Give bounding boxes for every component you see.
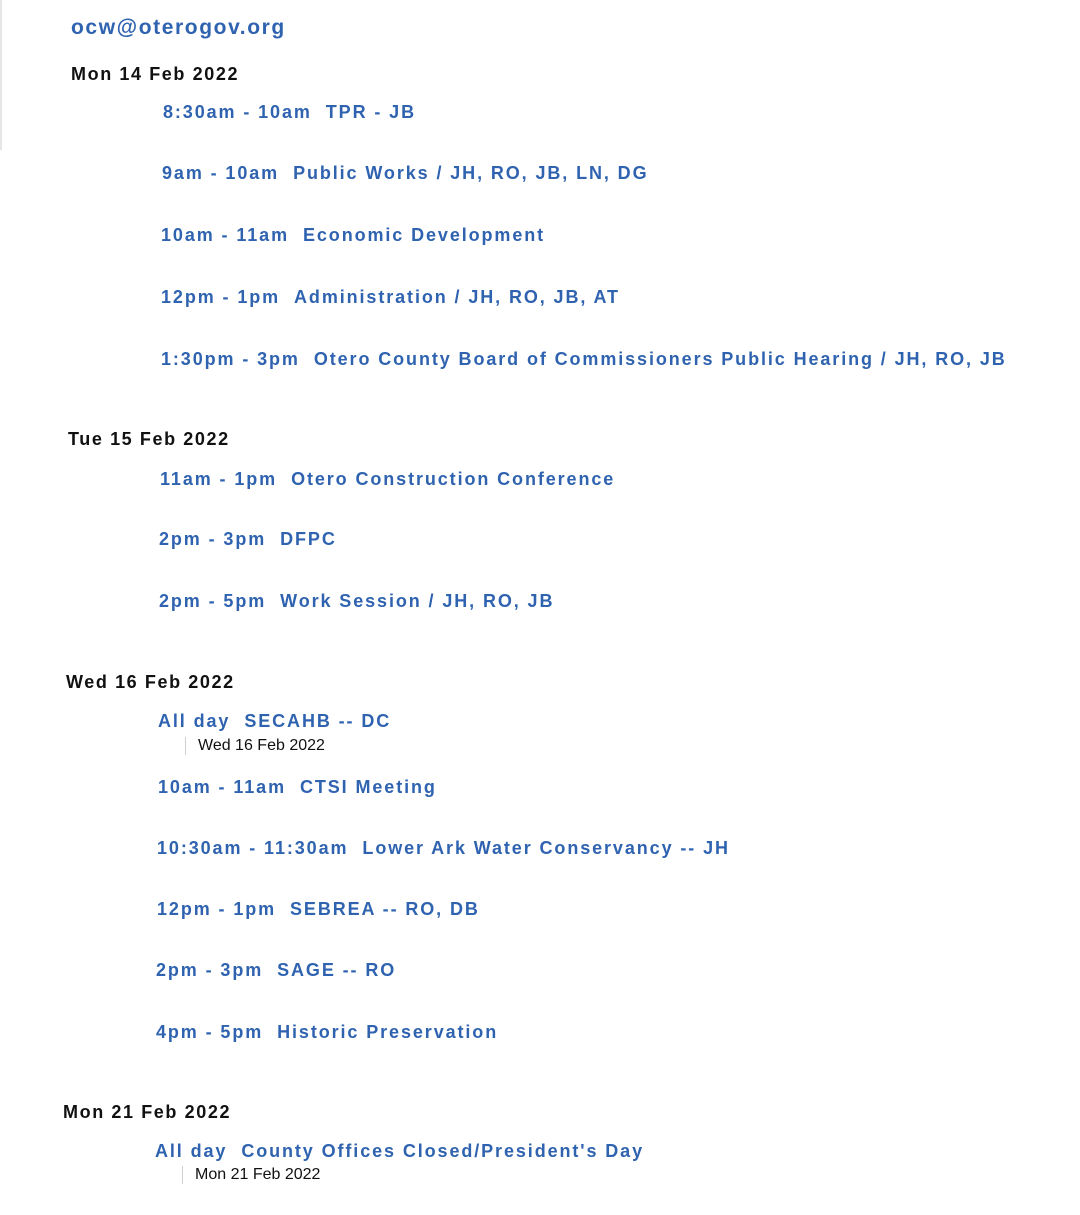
event-title: DFPC <box>280 529 337 549</box>
event-title: SECAHB -- DC <box>244 711 392 731</box>
event-title: Administration / JH, RO, JB, AT <box>294 287 620 307</box>
event-date: Mon 21 Feb 2022 <box>182 1166 320 1184</box>
calendar-event[interactable] <box>160 469 615 490</box>
event-time: All day <box>155 1141 228 1161</box>
event-date: Wed 16 Feb 2022 <box>185 737 325 755</box>
calendar-event[interactable] <box>158 711 391 732</box>
calendar-event[interactable] <box>157 838 730 859</box>
event-time: 4pm - 5pm <box>156 1022 264 1042</box>
day-heading: Mon 14 Feb 2022 <box>71 64 240 84</box>
page-edge <box>0 0 2 150</box>
event-time: All day <box>158 711 231 731</box>
day-heading: Wed 16 Feb 2022 <box>66 672 235 692</box>
event-time: 9am - 10am <box>162 163 280 183</box>
calendar-event[interactable] <box>163 102 416 123</box>
calendar-event[interactable] <box>159 591 554 612</box>
event-title: Public Works / JH, RO, JB, LN, DG <box>293 163 649 183</box>
event-time: 11am - 1pm <box>160 469 278 489</box>
event-title: Historic Preservation <box>277 1022 499 1042</box>
calendar-event[interactable] <box>161 287 620 308</box>
day-heading: Mon 21 Feb 2022 <box>63 1102 232 1122</box>
calendar-event[interactable] <box>155 1141 644 1162</box>
event-time: 2pm - 3pm <box>156 960 264 980</box>
event-time: 2pm - 3pm <box>159 529 267 549</box>
calendar-event[interactable] <box>161 349 1007 370</box>
calendar-event[interactable] <box>156 960 396 981</box>
calendar-event[interactable] <box>159 529 337 550</box>
calendar-event[interactable] <box>158 777 437 798</box>
event-title: Economic Development <box>302 225 546 245</box>
day-heading: Tue 15 Feb 2022 <box>68 429 230 449</box>
event-title: Otero Construction Conference <box>291 469 616 489</box>
event-time: 1:30pm - 3pm <box>161 349 300 369</box>
event-title: Otero County Board of Commissioners Public Hearing / JH, RO, JB <box>313 349 1007 369</box>
event-time: 10am - 11am <box>161 225 289 245</box>
contact-email[interactable]: ocw@oterogov.org <box>71 16 286 39</box>
event-title: CTSI Meeting <box>299 777 437 797</box>
event-time: 10am - 11am <box>158 777 286 797</box>
event-time: 12pm - 1pm <box>157 899 277 919</box>
event-time: 12pm - 1pm <box>161 287 281 307</box>
calendar-event[interactable] <box>157 899 480 920</box>
event-title: TPR - JB <box>325 102 416 122</box>
calendar-event[interactable] <box>162 163 648 184</box>
event-title: SEBREA -- RO, DB <box>290 899 480 919</box>
calendar-event[interactable] <box>161 225 545 246</box>
event-title: SAGE -- RO <box>277 960 397 980</box>
event-title: Lower Ark Water Conservancy -- JH <box>362 838 730 858</box>
event-time: 10:30am - 11:30am <box>157 838 349 858</box>
event-time: 8:30am - 10am <box>163 102 312 122</box>
calendar-event[interactable] <box>156 1022 498 1043</box>
event-time: 2pm - 5pm <box>159 591 267 611</box>
event-title: Work Session / JH, RO, JB <box>280 591 555 611</box>
event-title: County Offices Closed/President's Day <box>241 1141 644 1161</box>
